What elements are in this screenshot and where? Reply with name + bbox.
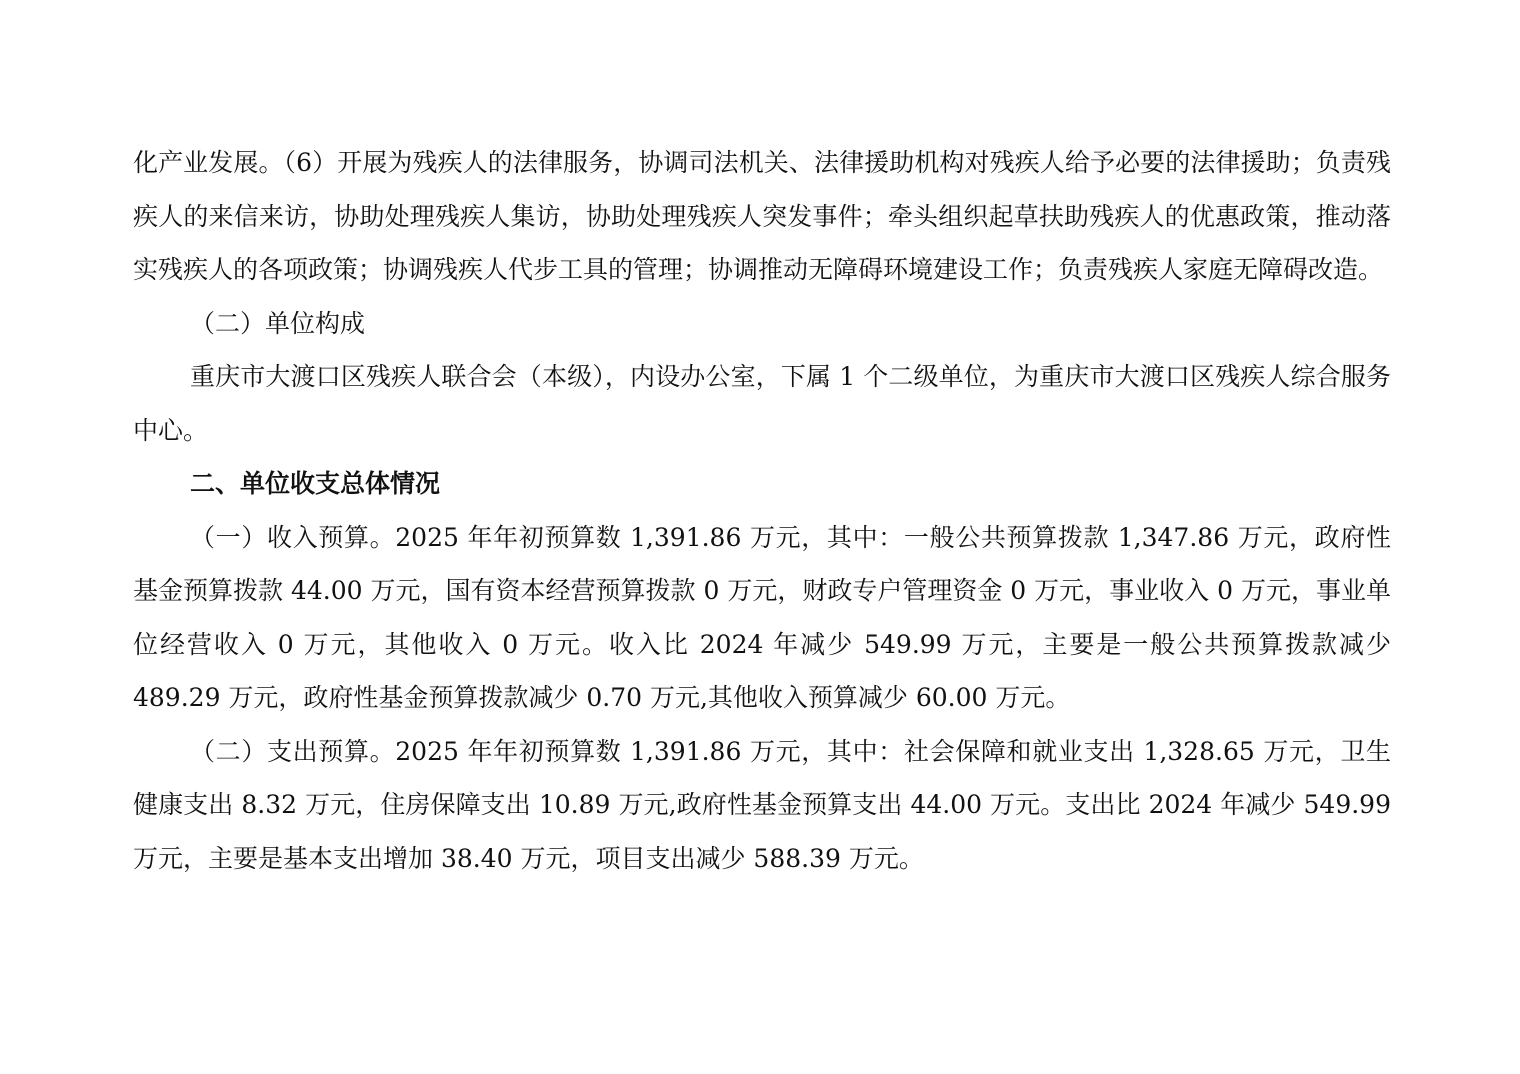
subheading-unit-composition: （二）单位构成 [190, 308, 366, 338]
paragraph-unit-composition: 重庆市大渡口区残疾人联合会（本级），内设办公室，下属 1 个二级单位，为重庆市大渡口区残疾人综合服务中心。 [133, 362, 1391, 445]
paragraph-expenditure-budget: （二）支出预算。2025 年年初预算数 1,391.86 万元，其中：社会保障和就业支出 1,328.65 万元，卫生健康支出 8.32 万元，住房保障支出 10.89 万元,政府性基金预算支出 44.00 万元。支出比 2024 年减少 549.99 万元，主要是基本支出增加 38.40 万元，项目支出减少 588.39 万元。 [133, 736, 1391, 873]
document-body [133, 136, 1391, 885]
paragraph-continuation: 化产业发展。（6）开展为残疾人的法律服务，协调司法机关、法律援助机构对残疾人给予必要的法律援助；负责残疾人的来信来访，协助处理残疾人集访，协助处理残疾人突发事件；牵头组织起草扶助残疾人的优惠政策，推动落实残疾人的各项政策；协调残疾人代步工具的管理；协调推动无障碍环境建设工作；负责残疾人家庭无障碍改造。 [133, 148, 1391, 284]
paragraph-income-budget: （一）收入预算。2025 年年初预算数 1,391.86 万元，其中：一般公共预算拨款 1,347.86 万元，政府性基金预算拨款 44.00 万元，国有资本经营预算拨款 0 万元，财政专户管理资金 0 万元，事业收入 0 万元，事业单位经营收入 0 万元，其他收入 0 万元。收入比 2024 年减少 549.99 万元，主要是一般公共预算拨款减少 489.29 万元，政府性基金预算拨款减少 0.70 万元,其他收入预算减少 60.00 万元。 [133, 522, 1391, 712]
heading-section-2: 二、单位收支总体情况 [190, 469, 441, 498]
